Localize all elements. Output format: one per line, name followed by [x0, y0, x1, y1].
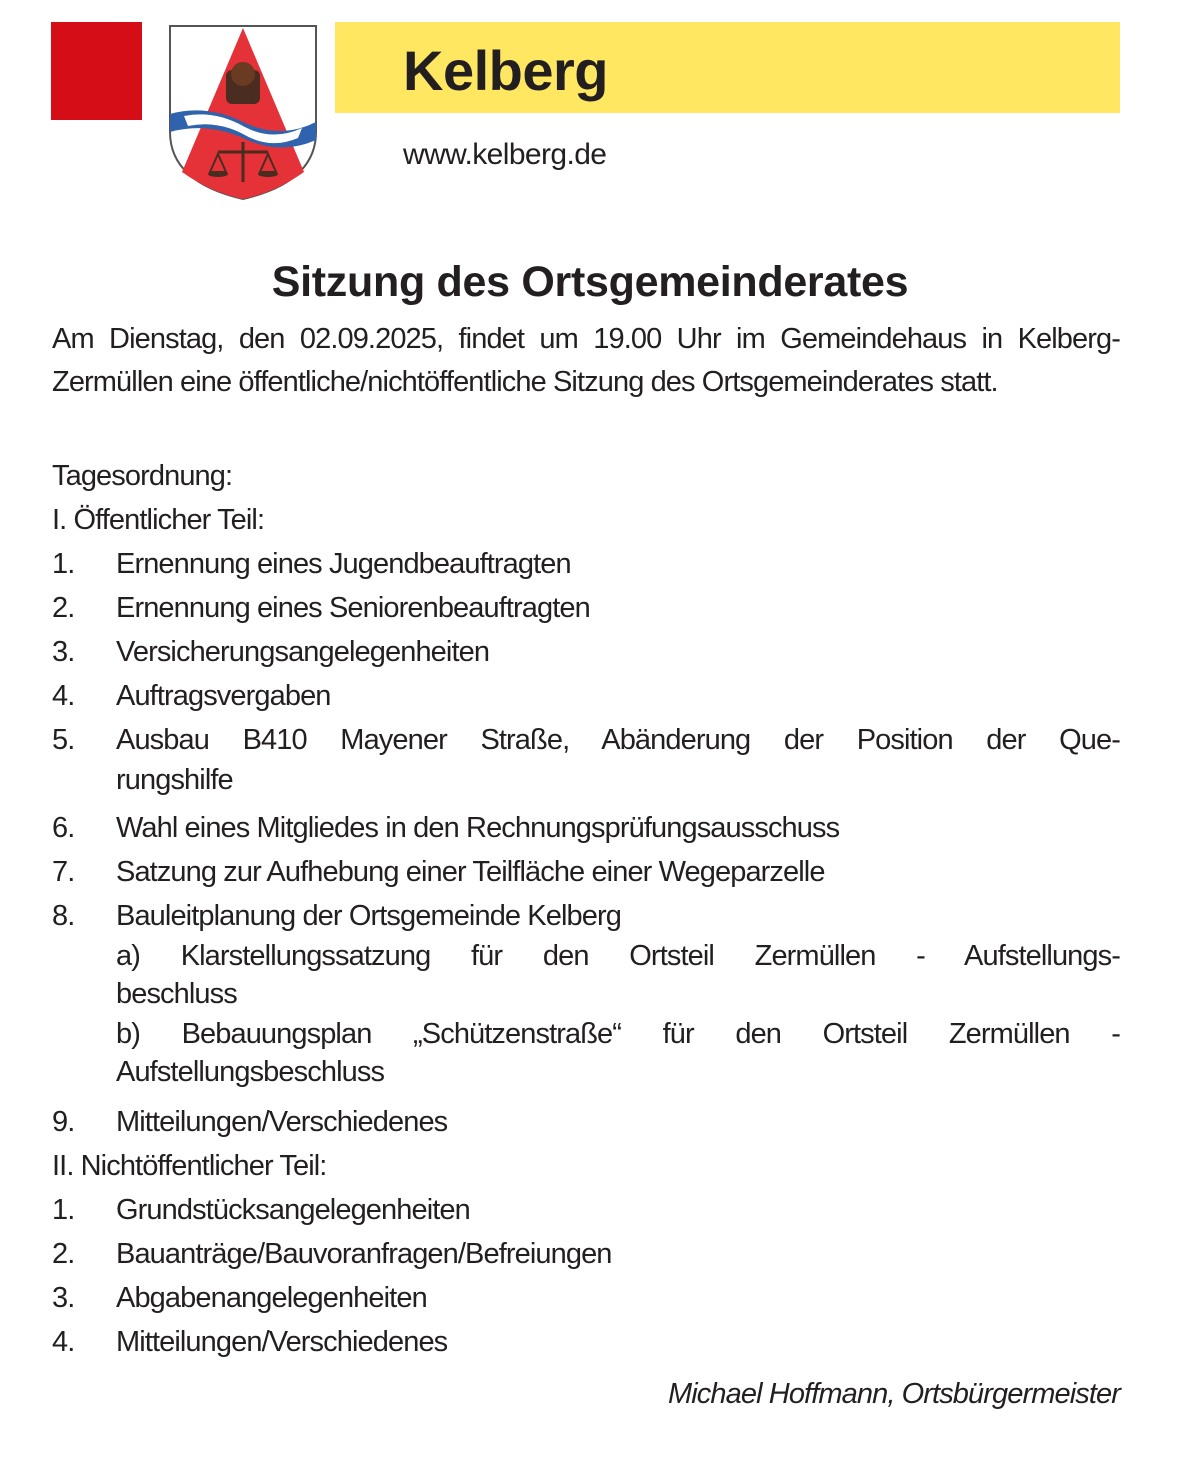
item-text-line: Bauleitplanung der Ortsgemeinde Kelberg [116, 900, 621, 932]
item-number: 8. [52, 900, 75, 932]
sub-item-a-line: a) Klarstellungssatzung für den Ortsteil Zermüllen - Aufstellungs- [116, 940, 1120, 972]
title-bar [335, 22, 1120, 113]
signature: Michael Hoffmann, Ortsbürgermeister [668, 1378, 1120, 1410]
item-number: 3. [52, 636, 75, 668]
item-number: 4. [52, 1326, 75, 1358]
public-part-label: I. Öffentlicher Teil: [52, 504, 265, 536]
item-number: 7. [52, 856, 75, 888]
list-item [52, 1278, 1120, 1322]
item-text: Auftragsvergaben [116, 680, 331, 712]
list-item [52, 676, 1120, 720]
private-part-label: II. Nichtöffentlicher Teil: [52, 1150, 327, 1182]
item-text: Ernennung eines Seniorenbeauftragten [116, 592, 590, 624]
item-text: Satzung zur Aufhebung einer Teilfläche einer Wegeparzelle [116, 856, 825, 888]
sub-item-a-line: beschluss [116, 978, 237, 1010]
notice-intro: Am Dienstag, den 02.09.2025, findet um 19.00 Uhr im Gemeindehaus in Kelberg-Zermüllen eine öffentliche/nichtöffentliche Sitzung des Ortsgemeinderates statt. [52, 323, 1120, 398]
item-text-line: Ausbau B410 Mayener Straße, Abänderung der Position der Que- [116, 724, 1120, 756]
list-item [52, 544, 1120, 588]
item-number: 5. [52, 724, 75, 756]
coat-of-arms-icon [166, 22, 320, 202]
list-item [52, 1102, 1120, 1146]
list-item [52, 720, 1120, 808]
item-text [116, 720, 1120, 808]
item-number: 2. [52, 1238, 75, 1270]
list-item [52, 896, 1120, 1102]
list-item [52, 852, 1120, 896]
item-text: Ernennung eines Jugendbeauftragten [116, 548, 571, 580]
item-text: Wahl eines Mitgliedes in den Rechnungsprüfungsausschuss [116, 812, 840, 844]
list-item [52, 632, 1120, 676]
item-text: Grundstücksangelegenheiten [116, 1194, 470, 1226]
red-square-decoration [51, 22, 142, 120]
item-text-line: rungshilfe [116, 764, 233, 796]
website-link[interactable]: www.kelberg.de [403, 138, 607, 171]
notice-heading: Sitzung des Ortsgemeinderates [271, 258, 909, 306]
item-number: 6. [52, 812, 75, 844]
item-number: 9. [52, 1106, 75, 1138]
item-number: 3. [52, 1282, 75, 1314]
item-text: Mitteilungen/Verschiedenes [116, 1326, 448, 1358]
item-text [116, 896, 1120, 1102]
list-item [52, 1234, 1120, 1278]
item-text: Versicherungsangelegenheiten [116, 636, 490, 668]
item-number: 1. [52, 548, 75, 580]
agenda-label: Tagesordnung: [52, 460, 233, 492]
agenda [52, 456, 1120, 1366]
place-name: Kelberg [403, 39, 608, 102]
sub-item-b-line: Aufstellungsbeschluss [116, 1056, 385, 1088]
item-number: 4. [52, 680, 75, 712]
list-item [52, 808, 1120, 852]
list-item [52, 588, 1120, 632]
item-text: Abgabenangelegenheiten [116, 1282, 427, 1314]
item-number: 2. [52, 592, 75, 624]
item-text: Mitteilungen/Verschiedenes [116, 1106, 448, 1138]
list-item [52, 1190, 1120, 1234]
list-item [52, 1322, 1120, 1366]
item-text: Bauanträge/Bauvoranfragen/Befreiungen [116, 1238, 612, 1270]
sub-item-b-line: b) Bebauungsplan „Schützenstraße“ für den Ortsteil Zermüllen - [116, 1018, 1120, 1050]
item-number: 1. [52, 1194, 75, 1226]
